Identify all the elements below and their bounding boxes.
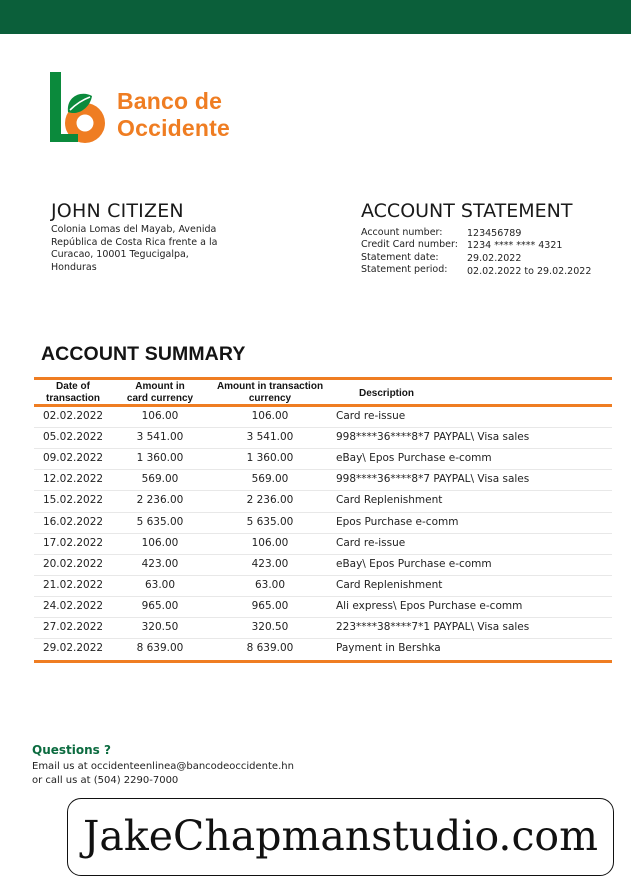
amount-transaction-cell: 3 541.00 <box>246 431 294 444</box>
description-cell: Card re-issue <box>336 536 406 549</box>
amount-card-cell: 3 541.00 <box>136 431 184 444</box>
amount-transaction-cell: 5 635.00 <box>246 515 294 528</box>
description-cell: 223****38****7*1 PAYPAL\ Visa sales <box>336 621 530 633</box>
transaction-date-cell: 12.02.2022 <box>42 473 104 486</box>
statement-date-value: 29.02.2022 <box>467 253 522 264</box>
description-cell: 998****36****8*7 PAYPAL\ Visa sales <box>336 431 530 444</box>
amount-transaction-cell: 965.00 <box>251 599 289 612</box>
description-cell: Card Replenishment <box>336 494 443 507</box>
account-number-label: Account number: <box>361 227 443 238</box>
table-row <box>0 617 631 638</box>
table-row <box>0 427 631 448</box>
table-top-rule <box>34 377 612 380</box>
transaction-date-cell: 21.02.2022 <box>42 578 104 591</box>
amount-transaction-cell: 8 639.00 <box>246 642 294 655</box>
statement-date-label: Statement date: <box>361 252 439 263</box>
table-row <box>0 406 631 427</box>
description-cell: Card re-issue <box>336 410 406 422</box>
transaction-date-cell: 02.02.2022 <box>42 410 104 422</box>
transaction-date-cell: 05.02.2022 <box>42 431 104 444</box>
watermark-text: JakeChapmanstudio.com <box>83 812 598 860</box>
amount-transaction-cell: 320.50 <box>251 621 289 633</box>
amount-card-cell: 1 360.00 <box>136 452 184 465</box>
transaction-date-cell: 15.02.2022 <box>42 494 104 507</box>
table-row <box>0 533 631 554</box>
amount-transaction-cell: 423.00 <box>251 557 289 570</box>
statement-title: ACCOUNT STATEMENT <box>361 200 573 222</box>
amount-card-cell: 569.00 <box>141 473 179 486</box>
table-row <box>0 512 631 533</box>
statement-period-value: 02.02.2022 to 29.02.2022 <box>467 266 592 277</box>
description-cell: eBay\ Epos Purchase e-comm <box>336 557 492 570</box>
amount-transaction-cell: 2 236.00 <box>246 494 294 507</box>
transaction-date-cell: 17.02.2022 <box>42 536 104 549</box>
table-row <box>0 490 631 511</box>
transaction-date-cell: 29.02.2022 <box>42 642 104 655</box>
amount-transaction-cell: 106.00 <box>251 536 289 549</box>
card-number-value: 1234 **** **** 4321 <box>467 240 563 251</box>
bank-name: Banco de Occidente <box>117 88 231 141</box>
description-cell: Ali express\ Epos Purchase e-comm <box>336 599 523 612</box>
account-number-value: 123456789 <box>467 228 522 239</box>
leaf-b-logo-icon <box>48 72 110 144</box>
header-date: Date of transaction <box>46 381 100 404</box>
description-cell: 998****36****8*7 PAYPAL\ Visa sales <box>336 473 530 486</box>
header-bar <box>0 0 631 34</box>
transaction-date-cell: 20.02.2022 <box>42 557 104 570</box>
amount-card-cell: 423.00 <box>141 557 179 570</box>
table-bottom-rule <box>34 660 612 663</box>
amount-transaction-cell: 1 360.00 <box>246 452 294 465</box>
amount-card-cell: 320.50 <box>141 621 179 633</box>
account-summary-title: ACCOUNT SUMMARY <box>41 343 246 365</box>
amount-card-cell: 965.00 <box>141 599 179 612</box>
customer-address: Colonia Lomas del Mayab, Avenida República de Costa Rica frente a la Curacao, 10001 Tegucigalpa, Honduras <box>51 224 218 273</box>
description-cell: Card Replenishment <box>336 578 443 591</box>
amount-card-cell: 106.00 <box>141 410 179 422</box>
header-description: Description <box>359 388 415 399</box>
amount-transaction-cell: 569.00 <box>251 473 289 486</box>
amount-card-cell: 5 635.00 <box>136 515 184 528</box>
watermark-box <box>67 798 614 876</box>
contact-phone: or call us at (504) 2290-7000 <box>32 775 179 786</box>
header-amount-card: Amount in card currency <box>126 381 194 404</box>
table-row <box>0 554 631 575</box>
description-cell: Epos Purchase e-comm <box>336 515 459 528</box>
table-row <box>0 469 631 490</box>
amount-card-cell: 106.00 <box>141 536 179 549</box>
amount-card-cell: 8 639.00 <box>136 642 184 655</box>
description-cell: Payment in Bershka <box>336 642 441 655</box>
header-amount-transaction: Amount in transaction currency <box>216 381 324 404</box>
contact-email: Email us at occidenteenlinea@bancodeoccidente.hn <box>32 761 294 772</box>
amount-transaction-cell: 63.00 <box>254 578 286 591</box>
description-cell: eBay\ Epos Purchase e-comm <box>336 452 492 465</box>
amount-card-cell: 63.00 <box>144 578 176 591</box>
customer-name: JOHN CITIZEN <box>51 200 184 222</box>
transaction-date-cell: 09.02.2022 <box>42 452 104 465</box>
amount-card-cell: 2 236.00 <box>136 494 184 507</box>
table-row <box>0 448 631 469</box>
table-row <box>0 638 631 659</box>
card-number-label: Credit Card number: <box>361 239 458 250</box>
amount-transaction-cell: 106.00 <box>251 410 289 422</box>
transaction-date-cell: 24.02.2022 <box>42 599 104 612</box>
table-row <box>0 596 631 617</box>
table-row <box>0 575 631 596</box>
transaction-date-cell: 16.02.2022 <box>42 515 104 528</box>
transaction-date-cell: 27.02.2022 <box>42 621 104 633</box>
questions-title: Questions ? <box>32 743 111 757</box>
statement-period-label: Statement period: <box>361 264 448 275</box>
